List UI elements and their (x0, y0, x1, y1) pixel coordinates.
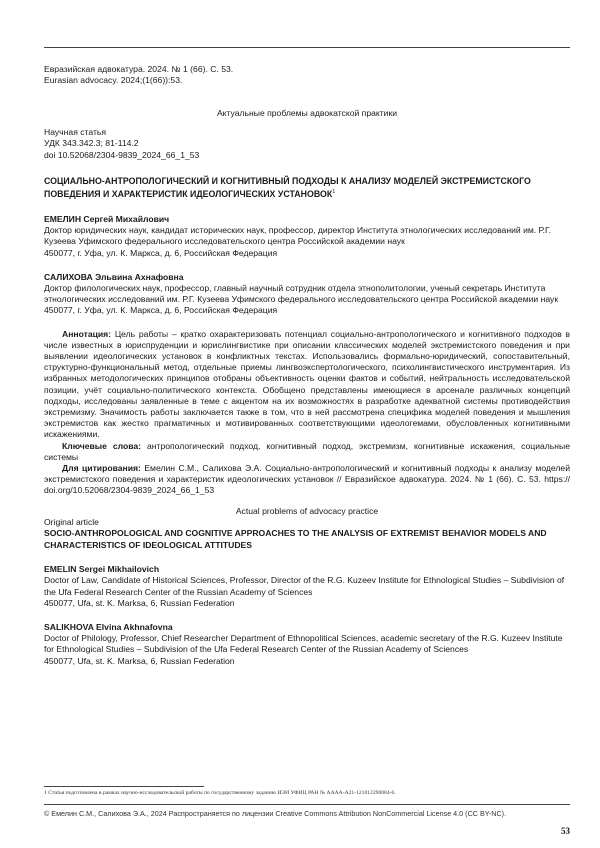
rubric-ru: Актуальные проблемы адвокатской практики (216, 108, 398, 118)
author-address: 450077, Ufa, st. K. Marksa, 6, Russian Federation (44, 655, 235, 666)
author-block-en-1 (44, 564, 570, 609)
footer-rule (44, 804, 570, 805)
author-address: 450077, Ufa, st. K. Marksa, 6, Russian Federation (44, 597, 235, 608)
author-affiliation: Doctor of Law, Candidate of Historical Sciences, Professor, Director of the R.G. Kuzeev Institute for Ethnological Studies – Subdivision of the Ufa Federal Research Center of the Russian Academy of Sciences (44, 575, 565, 597)
journal-reference-ru: Евразийская адвокатура. 2024. № 1 (66). С. 53. (44, 64, 234, 74)
page-number: 53 (561, 826, 570, 836)
abstract-section (44, 329, 570, 497)
article-title-ru (44, 176, 570, 201)
author-block-en-2 (44, 622, 570, 667)
article-meta (44, 127, 570, 161)
citation-label: Для цитирования: (62, 462, 141, 473)
abstract-text: Цель работы – кратко охарактеризовать потенциал социально-антропологического и когнитивного подходов в числе известных в юриспруденции и юрислингвистике при описании классических моделей экстремистского поведения и при выявлении идеологических установок в конфликтных текстах. Использовались формально-юридический, сопоставительный, структурно-функциональный метод, отдельные приемы лингвоэкспертологического, психолингвистического инструментария. Из избранных методологических принципов отобраны объективность оценки фактов и событий, нейтральность исследовательской позиции, учёт социально-политического контекста. Обобщено представлены имеющиеся в арсенале различных концепций подходы, исследованы заявленные в теме с акцентом на их возможностях в разработке адекватной системы противодействия экстремизму. Значимость работы заключается также в том, что в ней рассмотрена специфика моделей поведения и мышления экстремистов как жестко прагматичных и мотивированных соответствующими идеологемами, обусловленных когнитивными искажениями. (44, 328, 570, 440)
footnote-marker[interactable]: 1 (332, 189, 336, 196)
author-affiliation: Doctor of Philology, Professor, Chief Researcher Department of Ethnopolitical Sciences, academic secretary of the R.G. Kuzeev Institute for Ethnological Studies – Subdivision of the Ufa Federal Research Center of the Russian Academy of Sciences (44, 633, 563, 655)
article-title-ru-text: СОЦИАЛЬНО-АНТРОПОЛОГИЧЕСКИЙ И КОГНИТИВНЫЙ ПОДХОДЫ К АНАЛИЗУ МОДЕЛЕЙ ЭКСТРЕМИСТСКОГО ПОВЕДЕНИЯ И ХАРАКТЕРИСТИК ИДЕОЛОГИЧЕСКИХ УСТАНОВОК (44, 175, 531, 200)
journal-reference (44, 64, 570, 86)
header-rule (44, 47, 570, 48)
author-name: EMELIN Sergei Mikhailovich (44, 564, 160, 575)
author-name: ЕМЕЛИН Сергей Михайлович (44, 213, 170, 224)
rubric-en: Actual problems of advocacy practice (235, 505, 379, 516)
article-type-en: Original article (44, 516, 99, 527)
author-affiliation: Доктор юридических наук, кандидат исторических наук, профессор, директор Института этнологических исследований им. Р.Г. Кузеева Уфимского федерального исследовательского центра Российской академии наук (44, 225, 552, 247)
doi-text[interactable]: doi 10.52068/2304-9839_2024_66_1_53 (44, 149, 200, 160)
footnote-rule (44, 786, 204, 787)
footnote: 1 Статья подготовлена в рамках научно-исследовательской работы по государственному заданию ИЭИ УФИЦ РАН № АААА-А21-121012290084-6. (44, 790, 396, 796)
udc-code: УДК 343.342.3; 81-114.2 (44, 138, 139, 149)
abstract-paragraph (44, 329, 570, 441)
keywords-paragraph (44, 441, 570, 463)
article-type: Научная статья (44, 127, 107, 138)
author-block-ru-1 (44, 214, 570, 259)
author-address: 450077, г. Уфа, ул. К. Маркса, д. 6, Российская Федерация (44, 305, 278, 316)
article-page (44, 64, 570, 667)
author-affiliation: Доктор филологических наук, профессор, главный научный сотрудник отдела этнополитологии, ученый секретарь Института этнологических исследований им. Р.Г. Кузеева Уфимского федерального исследовательского центра Российской академии наук (44, 282, 559, 305)
keywords-label: Ключевые слова: (62, 440, 142, 451)
author-name: SALIKHOVA Elvina Akhnafovna (44, 622, 173, 632)
journal-reference-en: Eurasian advocacy. 2024;(1(66)):53. (44, 75, 183, 85)
author-name: САЛИХОВА Эльвина Ахнафовна (44, 271, 184, 282)
article-title-en: SOCIO-ANTHROPOLOGICAL AND COGNITIVE APPROACHES TO THE ANALYSIS OF EXTREMIST BEHAVIOR MODELS AND CHARACTERISTICS OF IDEOLOGICAL ATTITUDES (44, 528, 547, 550)
abstract-label: Аннотация: (62, 328, 112, 339)
citation-paragraph (44, 463, 570, 497)
author-address: 450077, г. Уфа, ул. К. Маркса, д. 6, Российская Федерация (44, 247, 278, 258)
author-block-ru-2 (44, 272, 570, 317)
keywords-text: антропологический подход, когнитивный подход, экстремизм, когнитивные искажения, социальные системы (44, 440, 570, 462)
citation-text: Емелин С.М., Салихова Э.А. Социально-антропологический и когнитивный подходы к анализу моделей экстремистского поведения и характеристик идеологических установок // Евразийское адвокатура. 2024. № 1 (66). С. 53. https:// doi.org/10.52068/2304-9839_2024_66_1_53 (44, 462, 571, 496)
copyright-notice: © Емелин С.М., Салихова Э.А., 2024 Распространяется по лицензии Creative Commons Attribution NonCommercial License 4.0 (CC BY-NC). (44, 809, 507, 818)
